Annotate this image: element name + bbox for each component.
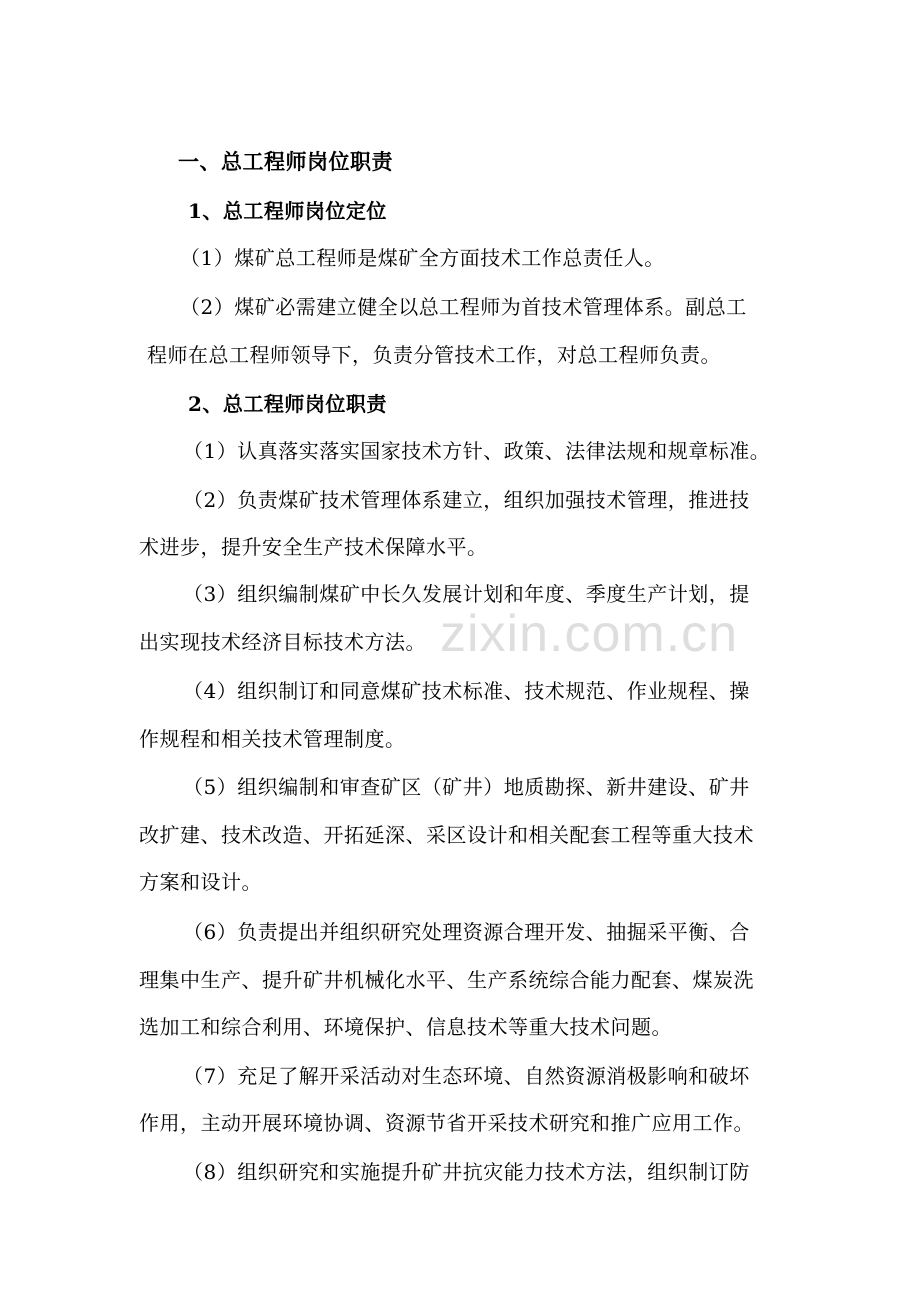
paragraph-line: （5）组织编制和审查矿区（矿井）地质勘探、新井建设、矿井 bbox=[183, 775, 750, 799]
page-heading: 一、总工程师岗位职责 bbox=[178, 149, 393, 174]
paragraph-line: 理集中生产、提升矿井机械化水平、生产系统综合能力配套、煤炭洗 bbox=[139, 968, 754, 992]
paragraph-line: （1）煤矿总工程师是煤矿全方面技术工作总责任人。 bbox=[180, 246, 665, 270]
paragraph-line: 改扩建、技术改造、开拓延深、采区设计和相关配套工程等重大技术 bbox=[139, 823, 754, 847]
paragraph-line: （8）组织研究和实施提升矿井抗灾能力技术方法，组织制订防 bbox=[183, 1160, 750, 1184]
paragraph-line: 作规程和相关技术管理制度。 bbox=[139, 727, 406, 751]
paragraph-line: 术进步，提升安全生产技术保障水平。 bbox=[139, 535, 488, 559]
paragraph-line: （2）负责煤矿技术管理体系建立，组织加强技术管理，推进技 bbox=[183, 488, 750, 512]
section-title-2: 2、总工程师岗位职责 bbox=[188, 392, 387, 416]
paragraph-line: （7）充足了解开采活动对生态环境、自然资源消极影响和破坏 bbox=[183, 1064, 750, 1088]
paragraph-line: 方案和设计。 bbox=[139, 870, 262, 894]
paragraph-line: （6）负责提出并组织研究处理资源合理开发、抽掘采平衡、合 bbox=[183, 920, 750, 944]
section-title-1: 1、总工程师岗位定位 bbox=[188, 199, 387, 223]
paragraph-line: （3）组织编制煤矿中长久发展计划和年度、季度生产计划，提 bbox=[183, 582, 750, 606]
paragraph-line: （2）煤矿必需建立健全以总工程师为首技术管理体系。副总工 bbox=[180, 295, 747, 319]
paragraph-line: 程师在总工程师领导下，负责分管技术工作，对总工程师负责。 bbox=[147, 343, 721, 367]
paragraph-line: 出实现技术经济目标技术方法。 bbox=[139, 630, 426, 654]
paragraph-line: 作用，主动开展环境协调、资源节省开采技术研究和推广应用工作。 bbox=[139, 1111, 754, 1135]
watermark-text: zixin.com.cn bbox=[440, 605, 739, 663]
paragraph-line: （1）认真落实落实国家技术方针、政策、法律法规和规章标准。 bbox=[183, 439, 771, 463]
paragraph-line: （4）组织制订和同意煤矿技术标准、技术规范、作业规程、操 bbox=[183, 679, 750, 703]
paragraph-line: 选加工和综合利用、环境保护、信息技术等重大技术问题。 bbox=[139, 1015, 672, 1039]
